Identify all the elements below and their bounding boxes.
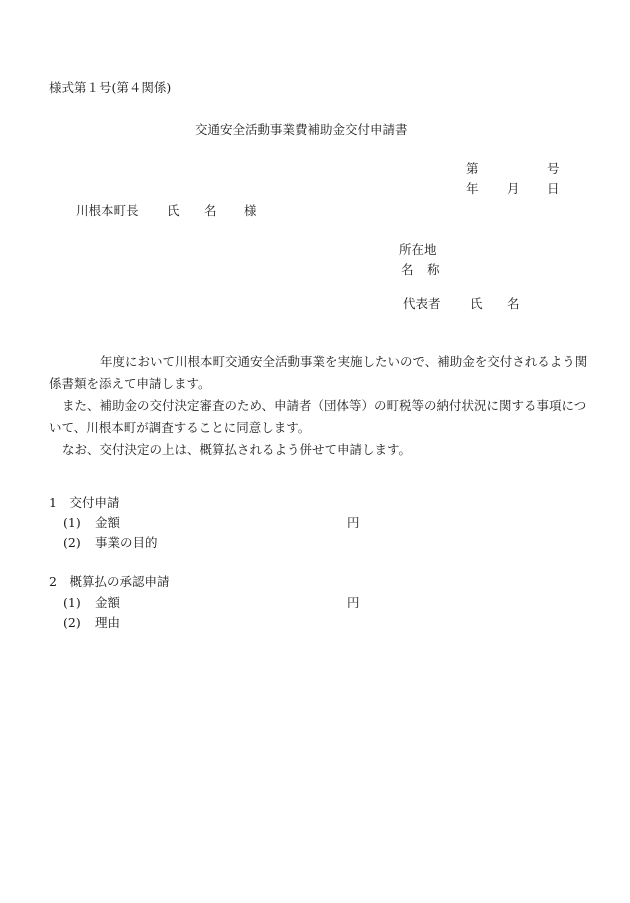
date-month-label: 月: [507, 181, 520, 196]
doc-number-prefix: 第: [466, 161, 479, 176]
section2-item1-unit: 円: [347, 595, 360, 610]
body-text: [49, 351, 589, 461]
section1-item1-number: (1): [63, 515, 81, 530]
date-day-label: 日: [547, 181, 560, 196]
addressee-shi: 氏: [167, 203, 180, 218]
applicant-representative-label: 代表者: [403, 296, 441, 311]
applicant-rep-shi: 氏: [470, 296, 483, 311]
addressee-mei: 名: [204, 203, 217, 218]
section2-item2-number: (2): [63, 615, 81, 630]
applicant-name-na: 名: [401, 262, 414, 277]
paragraph-application: 年度において川根本町交通安全活動事業を実施したいので、補助金を交付されるよう関係書類を添えて申請します。: [49, 354, 588, 391]
doc-number-suffix: 号: [547, 161, 560, 176]
section2-item1-label: 金額: [95, 595, 121, 610]
form-number: 様式第１号(第４関係): [49, 80, 172, 95]
addressee-sama: 様: [244, 203, 257, 218]
date-year-label: 年: [466, 181, 479, 196]
applicant-address-label: 所在地: [399, 242, 437, 257]
applicant-name-sho: 称: [427, 262, 440, 277]
section1-item1-unit: 円: [347, 515, 360, 530]
section2-item2-label: 理由: [95, 615, 121, 630]
addressee-office: 川根本町長: [76, 203, 139, 218]
section2-heading: 2 概算払の承認申請: [49, 574, 170, 589]
paragraph-consent: また、補助金の交付決定審査のため、申請者（団体等）の町税等の納付状況に関する事項について、川根本町が調査することに同意します。: [49, 398, 587, 435]
section1-item2-label: 事業の目的: [95, 535, 158, 550]
document-title: 交通安全活動事業費補助金交付申請書: [195, 122, 408, 137]
section2-item1-number: (1): [63, 595, 81, 610]
applicant-rep-mei: 名: [507, 296, 520, 311]
section1-heading: 1 交付申請: [49, 495, 120, 510]
section1-item2-number: (2): [63, 535, 81, 550]
section1-item1-label: 金額: [95, 515, 121, 530]
paragraph-advance-payment: なお、交付決定の上は、概算払されるよう併せて申請します。: [62, 442, 412, 457]
